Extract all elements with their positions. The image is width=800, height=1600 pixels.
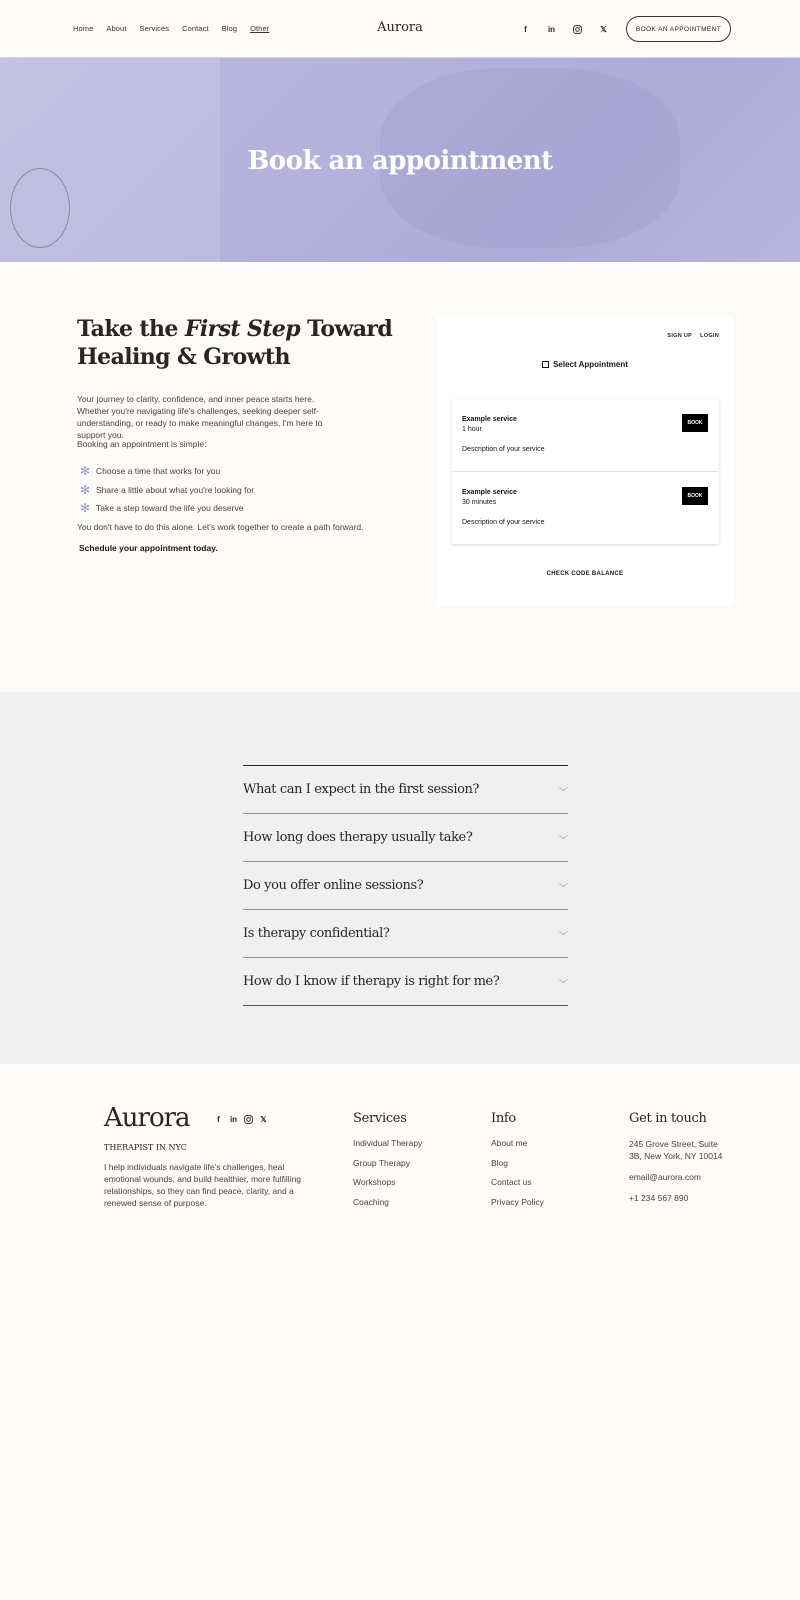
- chevron-down-icon: ﹀: [558, 835, 568, 845]
- intro-paragraph: Your journey to clarity, confidence, and inner peace starts here. Whether you're navigating life's challenges, seeking deeper self-understanding, or ready to make meaningful changes, I'm here to support you.: [77, 394, 323, 440]
- booking-widget: [437, 316, 733, 606]
- book-service-button[interactable]: BOOK: [682, 487, 708, 505]
- asterisk-icon: ✻: [80, 482, 91, 497]
- footer-link-workshops[interactable]: Workshops: [353, 1177, 396, 1187]
- intro-heading: [77, 315, 407, 371]
- faq-item[interactable]: [243, 814, 568, 862]
- hero-banner: [0, 58, 800, 262]
- footer-link-blog[interactable]: Blog: [491, 1157, 509, 1168]
- booking-steps-list: [80, 462, 254, 518]
- service-name: Example service: [462, 416, 517, 423]
- footer-column-title: Get in touch: [629, 1111, 707, 1126]
- linkedin-icon[interactable]: in: [229, 1114, 238, 1124]
- footer-link-coaching[interactable]: Coaching: [353, 1196, 389, 1207]
- footer-link-individual-therapy[interactable]: Individual Therapy: [353, 1138, 423, 1148]
- faq-item[interactable]: [243, 766, 568, 814]
- footer-column-title: Services: [353, 1111, 407, 1126]
- list-item: [80, 481, 254, 500]
- chevron-down-icon: ﹀: [558, 931, 568, 941]
- faq-section: [0, 692, 800, 1064]
- site-logo[interactable]: Aurora: [377, 20, 423, 35]
- faq-question: Is therapy confidential?: [243, 926, 390, 941]
- header-social-links: [518, 22, 611, 36]
- book-service-button[interactable]: BOOK: [682, 414, 708, 432]
- facebook-icon[interactable]: f: [524, 24, 527, 34]
- nav-contact[interactable]: Contact: [182, 24, 209, 33]
- list-item: [80, 462, 254, 481]
- footer-link-group-therapy[interactable]: Group Therapy: [353, 1157, 411, 1168]
- intro-heading-start: Take the: [77, 316, 185, 342]
- intro-paragraph: You don't have to do this alone. Let's work together to create a path forward.: [77, 522, 364, 532]
- book-appointment-button[interactable]: BOOK AN APPOINTMENT: [626, 16, 731, 42]
- nav-about[interactable]: About: [106, 24, 127, 33]
- service-card[interactable]: [452, 399, 719, 471]
- footer-description: I help individuals navigate life's challenges, heal emotional wounds, and build healthier, more fulfilling relationships, so they can find peace, clarity, and a renewed sense of purpose.: [104, 1162, 302, 1208]
- contact-address: 245 Grove Street, Suite 3B, New York, NY 10014: [629, 1139, 723, 1161]
- contact-email[interactable]: email@aurora.com: [629, 1172, 701, 1182]
- intro-cta-text: Schedule your appointment today.: [79, 543, 218, 553]
- calendar-icon: [542, 361, 549, 368]
- asterisk-icon: ✻: [80, 464, 91, 479]
- list-item-text: Share a little about what you're looking for: [96, 484, 255, 495]
- x-icon[interactable]: 𝕏: [260, 1114, 267, 1124]
- nav-home[interactable]: Home: [73, 24, 94, 33]
- footer-social-links: [211, 1112, 271, 1126]
- asterisk-icon: ✻: [80, 501, 91, 516]
- chevron-down-icon: ﹀: [558, 979, 568, 989]
- linkedin-icon[interactable]: in: [547, 24, 556, 34]
- intro-paragraph: Booking an appointment is simple:: [77, 439, 207, 449]
- select-appointment-heading: [437, 360, 733, 369]
- intro-heading-end: Toward Healing & Growth: [77, 316, 393, 370]
- nav-blog[interactable]: Blog: [221, 24, 238, 33]
- footer-column-title: Info: [491, 1111, 516, 1126]
- faq-question: How do I know if therapy is right for me?: [243, 974, 500, 989]
- faq-item[interactable]: [243, 910, 568, 958]
- list-item-text: Choose a time that works for you: [96, 466, 221, 477]
- faq-item[interactable]: [243, 958, 568, 1006]
- nav-other[interactable]: Other: [250, 24, 270, 33]
- service-duration: 30 minutes: [462, 499, 497, 506]
- check-code-balance-link[interactable]: CHECK CODE BALANCE: [546, 571, 624, 577]
- service-description: Description of your service: [462, 446, 545, 453]
- nav-services[interactable]: Services: [139, 24, 170, 33]
- footer-link-contact[interactable]: Contact us: [491, 1177, 532, 1187]
- chevron-down-icon: ﹀: [558, 787, 568, 797]
- faq-question: How long does therapy usually take?: [243, 830, 473, 845]
- footer-link-privacy[interactable]: Privacy Policy: [491, 1196, 544, 1207]
- faq-question: Do you offer online sessions?: [243, 878, 424, 893]
- service-card[interactable]: [452, 472, 719, 544]
- footer-services-column: [353, 1111, 422, 1216]
- auth-links: [667, 333, 719, 339]
- instagram-icon[interactable]: [570, 22, 585, 36]
- footer-info-column: [491, 1111, 544, 1216]
- faq-item[interactable]: [243, 862, 568, 910]
- footer-tagline: THERAPIST IN NYC: [104, 1143, 187, 1152]
- login-link[interactable]: LOGIN: [700, 333, 719, 339]
- footer-link-about[interactable]: About me: [491, 1138, 528, 1148]
- page-title: Book an appointment: [247, 146, 553, 176]
- select-appointment-label: Select Appointment: [553, 360, 628, 369]
- facebook-icon[interactable]: f: [217, 1114, 220, 1124]
- service-name: Example service: [462, 489, 517, 496]
- faq-accordion: [243, 765, 568, 1006]
- footer-logo[interactable]: Aurora: [104, 1103, 190, 1133]
- list-item: [80, 499, 254, 518]
- footer-contact-column: [629, 1111, 729, 1204]
- sign-up-link[interactable]: SIGN UP: [667, 333, 693, 339]
- intro-heading-emphasis: First Step: [184, 316, 301, 342]
- site-header: [0, 0, 800, 58]
- instagram-icon[interactable]: [241, 1112, 256, 1126]
- service-duration: 1 hour: [462, 426, 482, 433]
- contact-phone[interactable]: +1 234 567 890: [629, 1193, 689, 1203]
- x-icon[interactable]: 𝕏: [600, 24, 607, 34]
- list-item-text: Take a step toward the life you deserve: [96, 503, 244, 514]
- faq-question: What can I expect in the first session?: [243, 782, 480, 797]
- hero-texture: [10, 168, 70, 248]
- service-description: Description of your service: [462, 519, 545, 526]
- chevron-down-icon: ﹀: [558, 883, 568, 893]
